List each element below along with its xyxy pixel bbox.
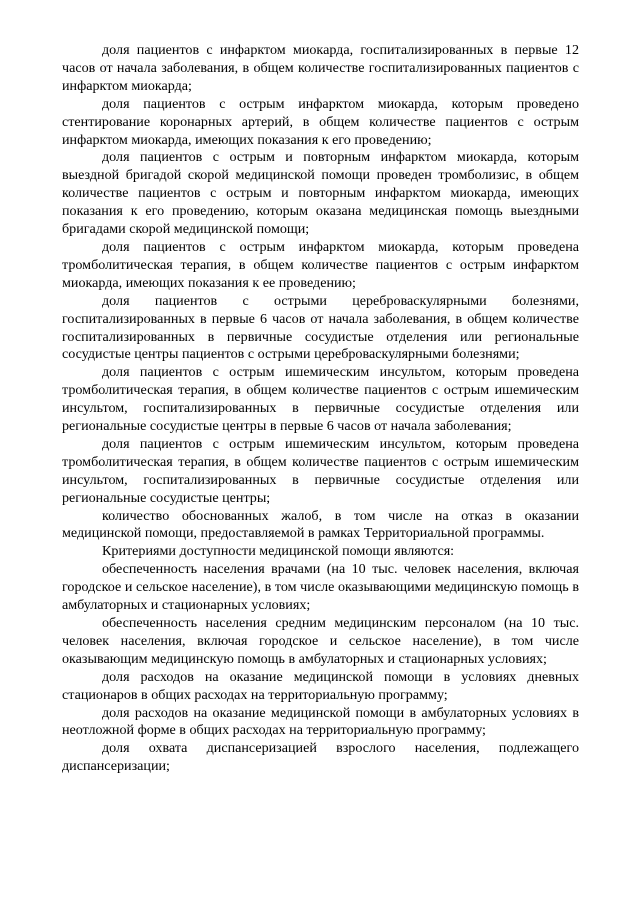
paragraph: обеспеченность населения врачами (на 10 тыс. человек населения, включая городское и сельское население), в том числе оказывающими медицинскую помощь в амбулаторных и стационарных условиях; <box>62 561 579 614</box>
paragraph: доля расходов на оказание медицинской помощи в условиях дневных стационаров в общих расходах на территориальную программу; <box>62 668 579 703</box>
paragraph: доля расходов на оказание медицинской помощи в амбулаторных условиях в неотложной форме в общих расходах на территориальную программу; <box>62 704 579 739</box>
paragraph: доля охвата диспансеризацией взрослого населения, подлежащего диспансеризации; <box>62 740 579 775</box>
paragraph: доля пациентов с острым ишемическим инсультом, которым проведена тромболитическая терапия, в общем количестве пациентов с острым ишемическим инсультом, госпитализированных в первичные сосудистые отделения или региональные сосудистые центры в первые 6 часов от начала заболевания; <box>62 364 579 435</box>
section-lead: Критериями доступности медицинской помощи являются: <box>102 543 455 560</box>
paragraph: доля пациентов с острым инфарктом миокарда, которым проведено стентирование коронарных артерий, в общем количестве пациентов с острым инфарктом миокарда, имеющих показания к его проведению; <box>62 95 579 148</box>
paragraph: доля пациентов с острым и повторным инфарктом миокарда, которым выездной бригадой скорой медицинской помощи проведен тромболизис, в общем количестве пациентов с острым и повторным инфарктом миокарда, имеющих показания к его проведению, которым оказана медицинская помощь выездными бригадами скорой медицинской помощи; <box>62 149 579 238</box>
paragraph: обеспеченность населения средним медицинским персоналом (на 10 тыс. человек населения, включая городское и сельское население), в том числе оказывающим медицинскую помощь в амбулаторных и стационарных условиях; <box>62 615 579 667</box>
paragraph: доля пациентов с острым ишемическим инсультом, которым проведена тромболитическая терапия, в общем количестве пациентов с острым ишемическим инсультом, госпитализированных в первичные сосудистые отделения или региональные сосудистые центры; <box>62 435 579 506</box>
paragraph: доля пациентов с острыми цереброваскулярными болезнями, госпитализированных в первые 6 часов от начала заболевания, в общем количестве госпитализированных в первичные сосудистые отделения или региональные сосудистые центры пациентов с острыми цереброваскулярными болезнями; <box>62 292 579 363</box>
paragraph: доля пациентов с острым инфарктом миокарда, которым проведена тромболитическая терапия, в общем количестве пациентов с острым инфарктом миокарда, имеющих показания к ее проведению; <box>62 238 579 291</box>
document-page <box>62 42 579 776</box>
paragraph: доля пациентов с инфарктом миокарда, госпитализированных в первые 12 часов от начала заболевания, в общем количестве госпитализированных пациентов с инфарктом миокарда; <box>62 42 579 94</box>
paragraph: количество обоснованных жалоб, в том числе на отказ в оказании медицинской помощи, предоставляемой в рамках Территориальной программы. <box>62 507 579 542</box>
